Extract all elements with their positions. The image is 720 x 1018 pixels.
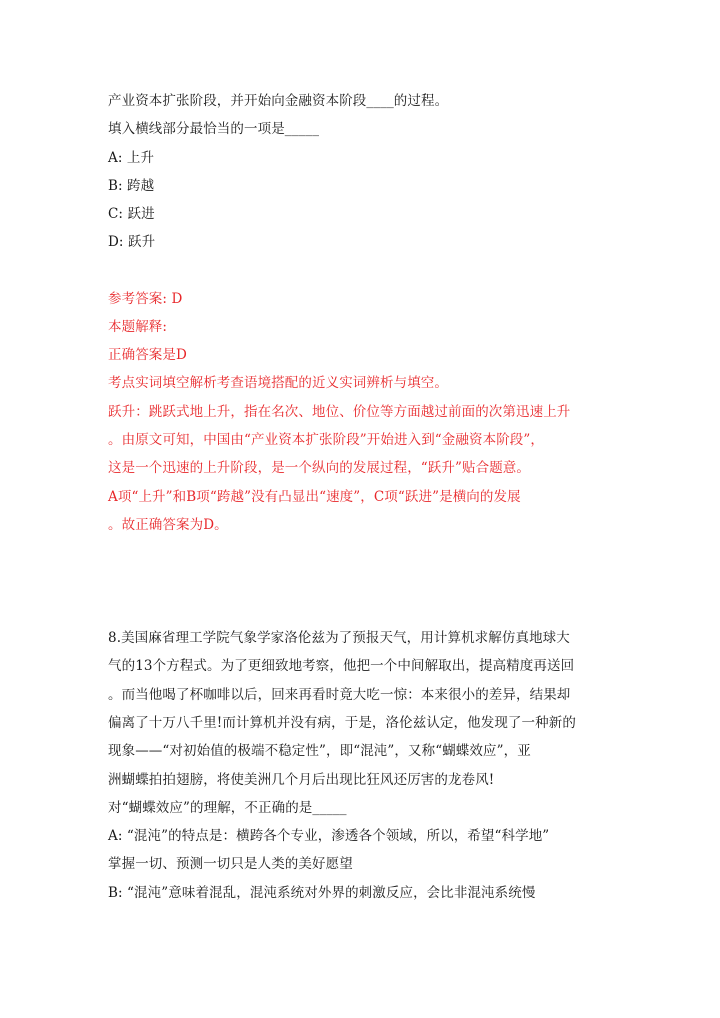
question-7-explanation-line: A项“上升”和B项“跨越”没有凸显出“速度”，C项“跃进”是横向的发展 bbox=[108, 489, 521, 505]
question-7-option-d: D: 跃升 bbox=[108, 234, 156, 250]
question-8-stem-line: 洲蝴蝶拍拍翅膀，将使美洲几个月后出现比狂风还厉害的龙卷风! bbox=[108, 772, 495, 788]
question-7-option-c: C: 跃进 bbox=[108, 206, 155, 222]
question-7-prompt: 填入横线部分最恰当的一项是_____ bbox=[108, 121, 320, 137]
question-8-stem-line: 。而当他喝了杯咖啡以后，回来再看时竟大吃一惊：本来很小的差异，结果却 bbox=[108, 687, 571, 703]
question-7-option-b: B: 跨越 bbox=[108, 178, 155, 194]
question-8-stem-line: 现象——“对初始值的极端不稳定性”，即“混沌”，又称“蝴蝶效应”，亚 bbox=[108, 743, 531, 759]
question-7-answer: 参考答案: D bbox=[108, 291, 183, 307]
question-7-explanation-line: 这是一个迅速的上升阶段，是一个纵向的发展过程，“跃升”贴合题意。 bbox=[108, 460, 531, 476]
question-8-stem-line: 8.美国麻省理工学院气象学家洛伦兹为了预报天气，用计算机求解仿真地球大 bbox=[108, 630, 570, 646]
question-7-explanation-line: 考点实词填空解析考查语境搭配的近义实词辨析与填空。 bbox=[108, 375, 448, 391]
question-7-stem-tail: 产业资本扩张阶段，并开始向金融资本阶段____的过程。 bbox=[108, 93, 449, 109]
question-8-stem-line: 气的13个方程式。为了更细致地考察，他把一个中间解取出，提高精度再送回 bbox=[108, 658, 575, 674]
question-7-option-a: A: 上升 bbox=[108, 150, 155, 166]
question-8-prompt: 对“蝴蝶效应”的理解，不正确的是_____ bbox=[108, 800, 347, 816]
question-7-explanation-line: 跃升：跳跃式地上升，指在名次、地位、价位等方面越过前面的次第迅速上升 bbox=[108, 404, 571, 420]
question-8-stem-line: 偏离了十万八千里!而计算机并没有病，于是，洛伦兹认定，他发现了一种新的 bbox=[108, 715, 576, 731]
question-7-explanation-line: 。故正确答案为D。 bbox=[108, 517, 228, 533]
question-8-option-b: B: “混沌”意味着混乱，混沌系统对外界的刺激反应，会比非混沌系统慢 bbox=[108, 885, 536, 901]
question-7-explanation-line: 。由原文可知，中国由“产业资本扩张阶段”开始进入到“金融资本阶段”， bbox=[108, 432, 545, 448]
question-8-option-a: A: “混沌”的特点是：横跨各个专业，渗透各个领域，所以，希望“科学地” bbox=[108, 828, 550, 844]
question-8-option-a-continued: 掌握一切、预测一切只是人类的美好愿望 bbox=[108, 856, 353, 872]
question-7-explanation-label: 本题解释: bbox=[108, 319, 168, 335]
question-7-explanation-line: 正确答案是D bbox=[108, 347, 187, 363]
